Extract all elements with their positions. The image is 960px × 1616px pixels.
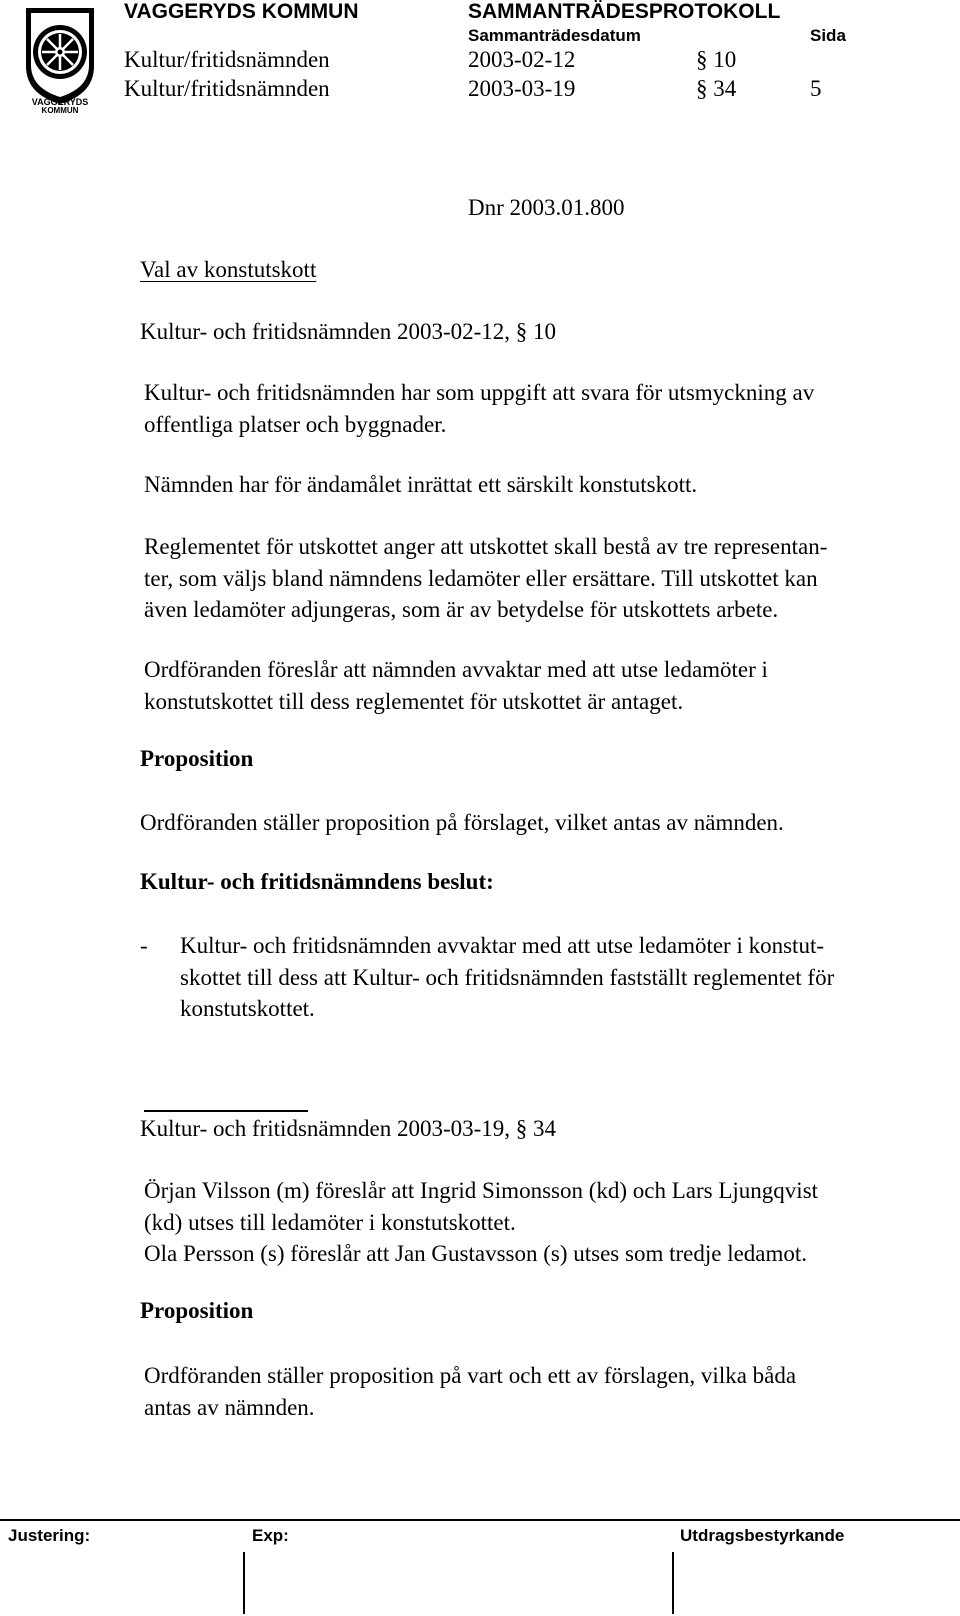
proposition-text-1: Ordföranden ställer proposition på förslaget, vilket antas av nämnden.	[140, 810, 784, 835]
date-label: Sammanträdesdatum	[468, 26, 641, 45]
paragraph-2: Nämnden har för ändamålet inrättat ett särskilt konstutskott.	[144, 472, 698, 497]
header-date-1: 2003-02-12	[468, 47, 576, 72]
header-body-2: Kultur/fritidsnämnden	[124, 76, 330, 101]
proposition-heading-2: Proposition	[140, 1298, 254, 1323]
meeting-ref-2: Kultur- och fritidsnämnden 2003-03-19, § 34	[140, 1116, 557, 1141]
logo-text-2: KOMMUN	[41, 106, 79, 114]
section-title: Val av konstutskott	[140, 257, 317, 282]
meeting-ref-1: Kultur- och fritidsnämnden 2003-02-12, § 10	[140, 319, 557, 344]
decision-dash: -	[140, 933, 148, 958]
decision-heading: Kultur- och fritidsnämndens beslut:	[140, 869, 494, 894]
header-date-2: 2003-03-19	[468, 76, 576, 101]
proposition-text-2: Ordföranden ställer proposition på vart och ett av förslagen, vilka båda antas av nämnden.	[144, 1363, 797, 1420]
doc-title: SAMMANTRÄDESPROTOKOLL	[468, 0, 781, 23]
paragraph-1: Kultur- och fritidsnämnden har som uppgift att svara för utsmyckning av offentliga platser och byggnader.	[144, 380, 815, 437]
header-para-2: § 34	[696, 76, 737, 101]
footer-exp: Exp:	[252, 1526, 289, 1545]
paragraph-5: Örjan Vilsson (m) föreslår att Ingrid Simonsson (kd) och Lars Ljungqvist (kd) utses till ledamöter i konstutskottet. Ola Persson (s) föreslår att Jan Gustavsson (s) utses som tredje ledamot.	[144, 1178, 819, 1266]
footer-utdragsbestyrkande: Utdragsbestyrkande	[680, 1526, 845, 1545]
header-body-1: Kultur/fritidsnämnden	[124, 47, 330, 72]
paragraph-4: Ordföranden föreslår att nämnden avvaktar med att utse ledamöter i konstutskottet till dess reglementet för utskottet är antaget.	[144, 657, 768, 714]
signature-divider-2	[672, 1552, 674, 1614]
footer-justering: Justering:	[8, 1526, 91, 1545]
header-para-1: § 10	[696, 47, 737, 72]
paragraph-3: Reglementet för utskottet anger att utskottet skall bestå av tre representan- ter, som väljs bland nämndens ledamöter eller ersättare. Till utskottet kan även ledamöter adjungeras, som är av betydelse för utskottets arbete.	[144, 534, 828, 622]
logo-text-1: VAGGERYDS	[31, 97, 89, 107]
decision-text: Kultur- och fritidsnämnden avvaktar med att utse ledamöter i konstut- skottet till dess att Kultur- och fritidsnämnden fastställt reglementet för konstutskottet.	[180, 933, 835, 1021]
header-page-2: 5	[810, 76, 822, 101]
proposition-heading-1: Proposition	[140, 746, 254, 771]
municipality-logo	[20, 4, 100, 114]
dnr: Dnr 2003.01.800	[468, 195, 625, 220]
org-name: VAGGERYDS KOMMUN	[124, 0, 359, 23]
signature-divider-1	[243, 1552, 245, 1614]
footer-rule	[0, 1519, 960, 1521]
page-label: Sida	[810, 26, 846, 45]
section-divider	[144, 1110, 308, 1112]
